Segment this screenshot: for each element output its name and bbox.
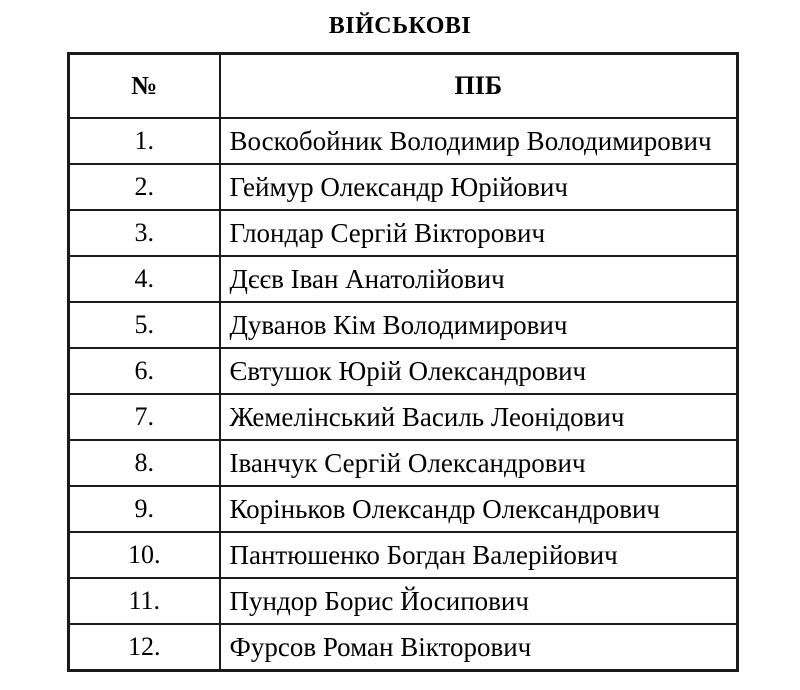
column-header-number: № [69, 54, 220, 119]
table-row [69, 348, 738, 394]
table-row [69, 578, 738, 624]
row-number-cell: 11. [69, 578, 220, 624]
table-row [69, 118, 738, 164]
table-body [69, 118, 738, 671]
row-number-cell: 12. [69, 624, 220, 671]
row-name-cell: Пантюшенко Богдан Валерійович [220, 532, 738, 578]
row-number-cell: 1. [69, 118, 220, 164]
table-row [69, 624, 738, 671]
table-row [69, 440, 738, 486]
row-name-cell: Фурсов Роман Вікторович [220, 624, 738, 671]
row-number-cell: 7. [69, 394, 220, 440]
row-name-cell: Євтушок Юрій Олександрович [220, 348, 738, 394]
table-row [69, 394, 738, 440]
row-number-cell: 10. [69, 532, 220, 578]
row-name-cell: Воскобойник Володимир Володимирович [220, 118, 738, 164]
row-name-cell: Пундор Борис Йосипович [220, 578, 738, 624]
row-name-cell: Геймур Олександр Юрійович [220, 164, 738, 210]
table-row [69, 210, 738, 256]
row-name-cell: Дєєв Іван Анатолійович [220, 256, 738, 302]
row-number-cell: 2. [69, 164, 220, 210]
table-row [69, 164, 738, 210]
row-name-cell: Коріньков Олександр Олександрович [220, 486, 738, 532]
row-number-cell: 3. [69, 210, 220, 256]
table-row [69, 532, 738, 578]
row-number-cell: 6. [69, 348, 220, 394]
table-row [69, 302, 738, 348]
header-row [69, 54, 738, 119]
row-name-cell: Дуванов Кім Володимирович [220, 302, 738, 348]
military-roster-table [67, 52, 739, 672]
row-number-cell: 8. [69, 440, 220, 486]
row-name-cell: Жемелінський Василь Леонідович [220, 394, 738, 440]
table-row [69, 486, 738, 532]
table-row [69, 256, 738, 302]
row-number-cell: 5. [69, 302, 220, 348]
row-number-cell: 9. [69, 486, 220, 532]
row-name-cell: Глондар Сергій Вікторович [220, 210, 738, 256]
page-title: ВІЙСЬКОВІ [328, 13, 472, 39]
table-header [69, 54, 738, 119]
row-name-cell: Іванчук Сергій Олександрович [220, 440, 738, 486]
column-header-name: ПІБ [220, 54, 738, 119]
row-number-cell: 4. [69, 256, 220, 302]
